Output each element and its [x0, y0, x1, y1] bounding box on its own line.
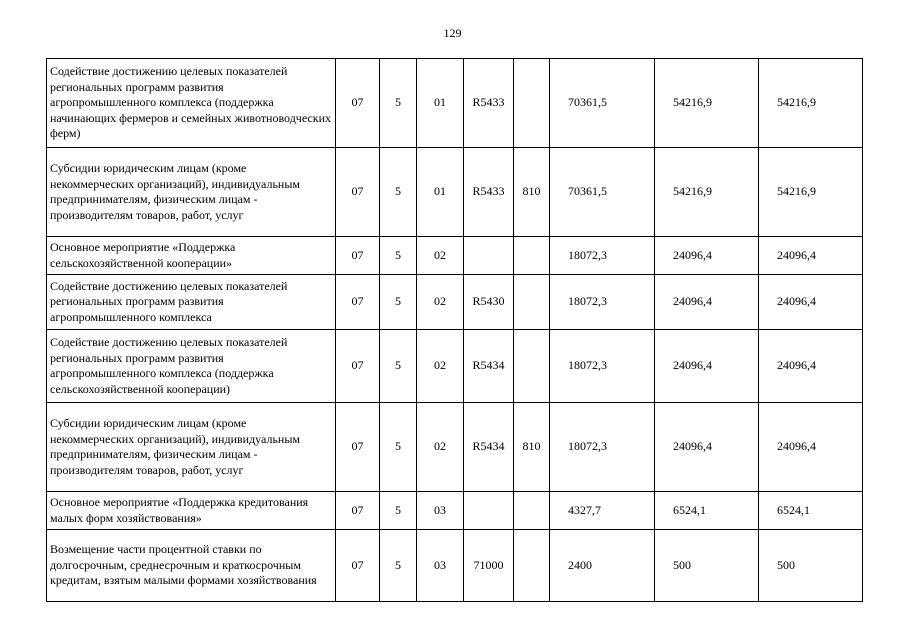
cell-om: 02: [417, 237, 464, 275]
cell-year3: 6524,1: [759, 492, 863, 530]
row-name: Содействие достижению целевых показателей региональных программ развития агропромышленного комплекса (поддержка начинающих фермеров и семейных животноводческих ферм): [47, 59, 336, 148]
cell-gp: 07: [336, 492, 380, 530]
row-name: Основное мероприятие «Поддержка кредитования малых форм хозяйствования»: [47, 492, 336, 530]
cell-year3: 24096,4: [759, 275, 863, 330]
cell-pp: 5: [380, 530, 417, 602]
cell-direction: R5434: [464, 403, 514, 492]
cell-gp: 07: [336, 530, 380, 602]
cell-expense-type: [514, 530, 550, 602]
cell-expense-type: 810: [514, 403, 550, 492]
cell-year2: 54216,9: [655, 148, 759, 237]
cell-expense-type: [514, 492, 550, 530]
page-number: 129: [443, 26, 462, 40]
cell-om: 03: [417, 530, 464, 602]
cell-year3: 500: [759, 530, 863, 602]
cell-pp: 5: [380, 237, 417, 275]
cell-expense-type: [514, 237, 550, 275]
cell-om: 02: [417, 275, 464, 330]
cell-year2: 24096,4: [655, 403, 759, 492]
cell-year1: 18072,3: [550, 275, 655, 330]
row-name: Субсидии юридическим лицам (кроме некоммерческих организаций), индивидуальным предпринимателям, физическим лицам - производителям товаров, работ, услуг: [47, 148, 336, 237]
cell-year1: 70361,5: [550, 59, 655, 148]
cell-gp: 07: [336, 59, 380, 148]
cell-pp: 5: [380, 59, 417, 148]
cell-year3: 54216,9: [759, 59, 863, 148]
table-row: [47, 403, 863, 492]
table-row: [47, 530, 863, 602]
table-row: [47, 59, 863, 148]
row-name: Субсидии юридическим лицам (кроме некоммерческих организаций), индивидуальным предпринимателям, физическим лицам - производителям товаров, работ, услуг: [47, 403, 336, 492]
row-name: Основное мероприятие «Поддержка сельскохозяйственной кооперации»: [47, 237, 336, 275]
cell-direction: R5433: [464, 148, 514, 237]
cell-year2: 24096,4: [655, 237, 759, 275]
cell-year3: 24096,4: [759, 237, 863, 275]
cell-gp: 07: [336, 275, 380, 330]
table-row: [47, 148, 863, 237]
table-row: [47, 237, 863, 275]
cell-year1: 4327,7: [550, 492, 655, 530]
table-row: [47, 492, 863, 530]
row-name: Содействие достижению целевых показателей региональных программ развития агропромышленного комплекса: [47, 275, 336, 330]
cell-year3: 24096,4: [759, 403, 863, 492]
cell-pp: 5: [380, 330, 417, 403]
cell-direction: [464, 237, 514, 275]
cell-om: 03: [417, 492, 464, 530]
cell-year2: 54216,9: [655, 59, 759, 148]
table-row: [47, 330, 863, 403]
row-name: Возмещение части процентной ставки по долгосрочным, среднесрочным и краткосрочным кредитам, взятым малыми формами хозяйствования: [47, 530, 336, 602]
cell-pp: 5: [380, 148, 417, 237]
cell-gp: 07: [336, 403, 380, 492]
cell-pp: 5: [380, 275, 417, 330]
cell-om: 01: [417, 59, 464, 148]
cell-year1: 18072,3: [550, 330, 655, 403]
cell-gp: 07: [336, 237, 380, 275]
cell-om: 02: [417, 330, 464, 403]
cell-year3: 24096,4: [759, 330, 863, 403]
cell-year1: 70361,5: [550, 148, 655, 237]
cell-om: 02: [417, 403, 464, 492]
table-row: [47, 275, 863, 330]
cell-pp: 5: [380, 492, 417, 530]
cell-expense-type: [514, 330, 550, 403]
cell-direction: [464, 492, 514, 530]
cell-direction: R5430: [464, 275, 514, 330]
cell-year2: 6524,1: [655, 492, 759, 530]
cell-year3: 54216,9: [759, 148, 863, 237]
cell-om: 01: [417, 148, 464, 237]
cell-year2: 24096,4: [655, 275, 759, 330]
cell-gp: 07: [336, 330, 380, 403]
cell-expense-type: [514, 275, 550, 330]
cell-direction: R5433: [464, 59, 514, 148]
cell-year2: 500: [655, 530, 759, 602]
cell-direction: 71000: [464, 530, 514, 602]
cell-year1: 2400: [550, 530, 655, 602]
budget-table: [46, 58, 863, 602]
cell-year2: 24096,4: [655, 330, 759, 403]
cell-gp: 07: [336, 148, 380, 237]
cell-year1: 18072,3: [550, 237, 655, 275]
cell-expense-type: 810: [514, 148, 550, 237]
cell-year1: 18072,3: [550, 403, 655, 492]
cell-expense-type: [514, 59, 550, 148]
row-name: Содействие достижению целевых показателей региональных программ развития агропромышленного комплекса (поддержка сельскохозяйственной кооперации): [47, 330, 336, 403]
cell-pp: 5: [380, 403, 417, 492]
cell-direction: R5434: [464, 330, 514, 403]
